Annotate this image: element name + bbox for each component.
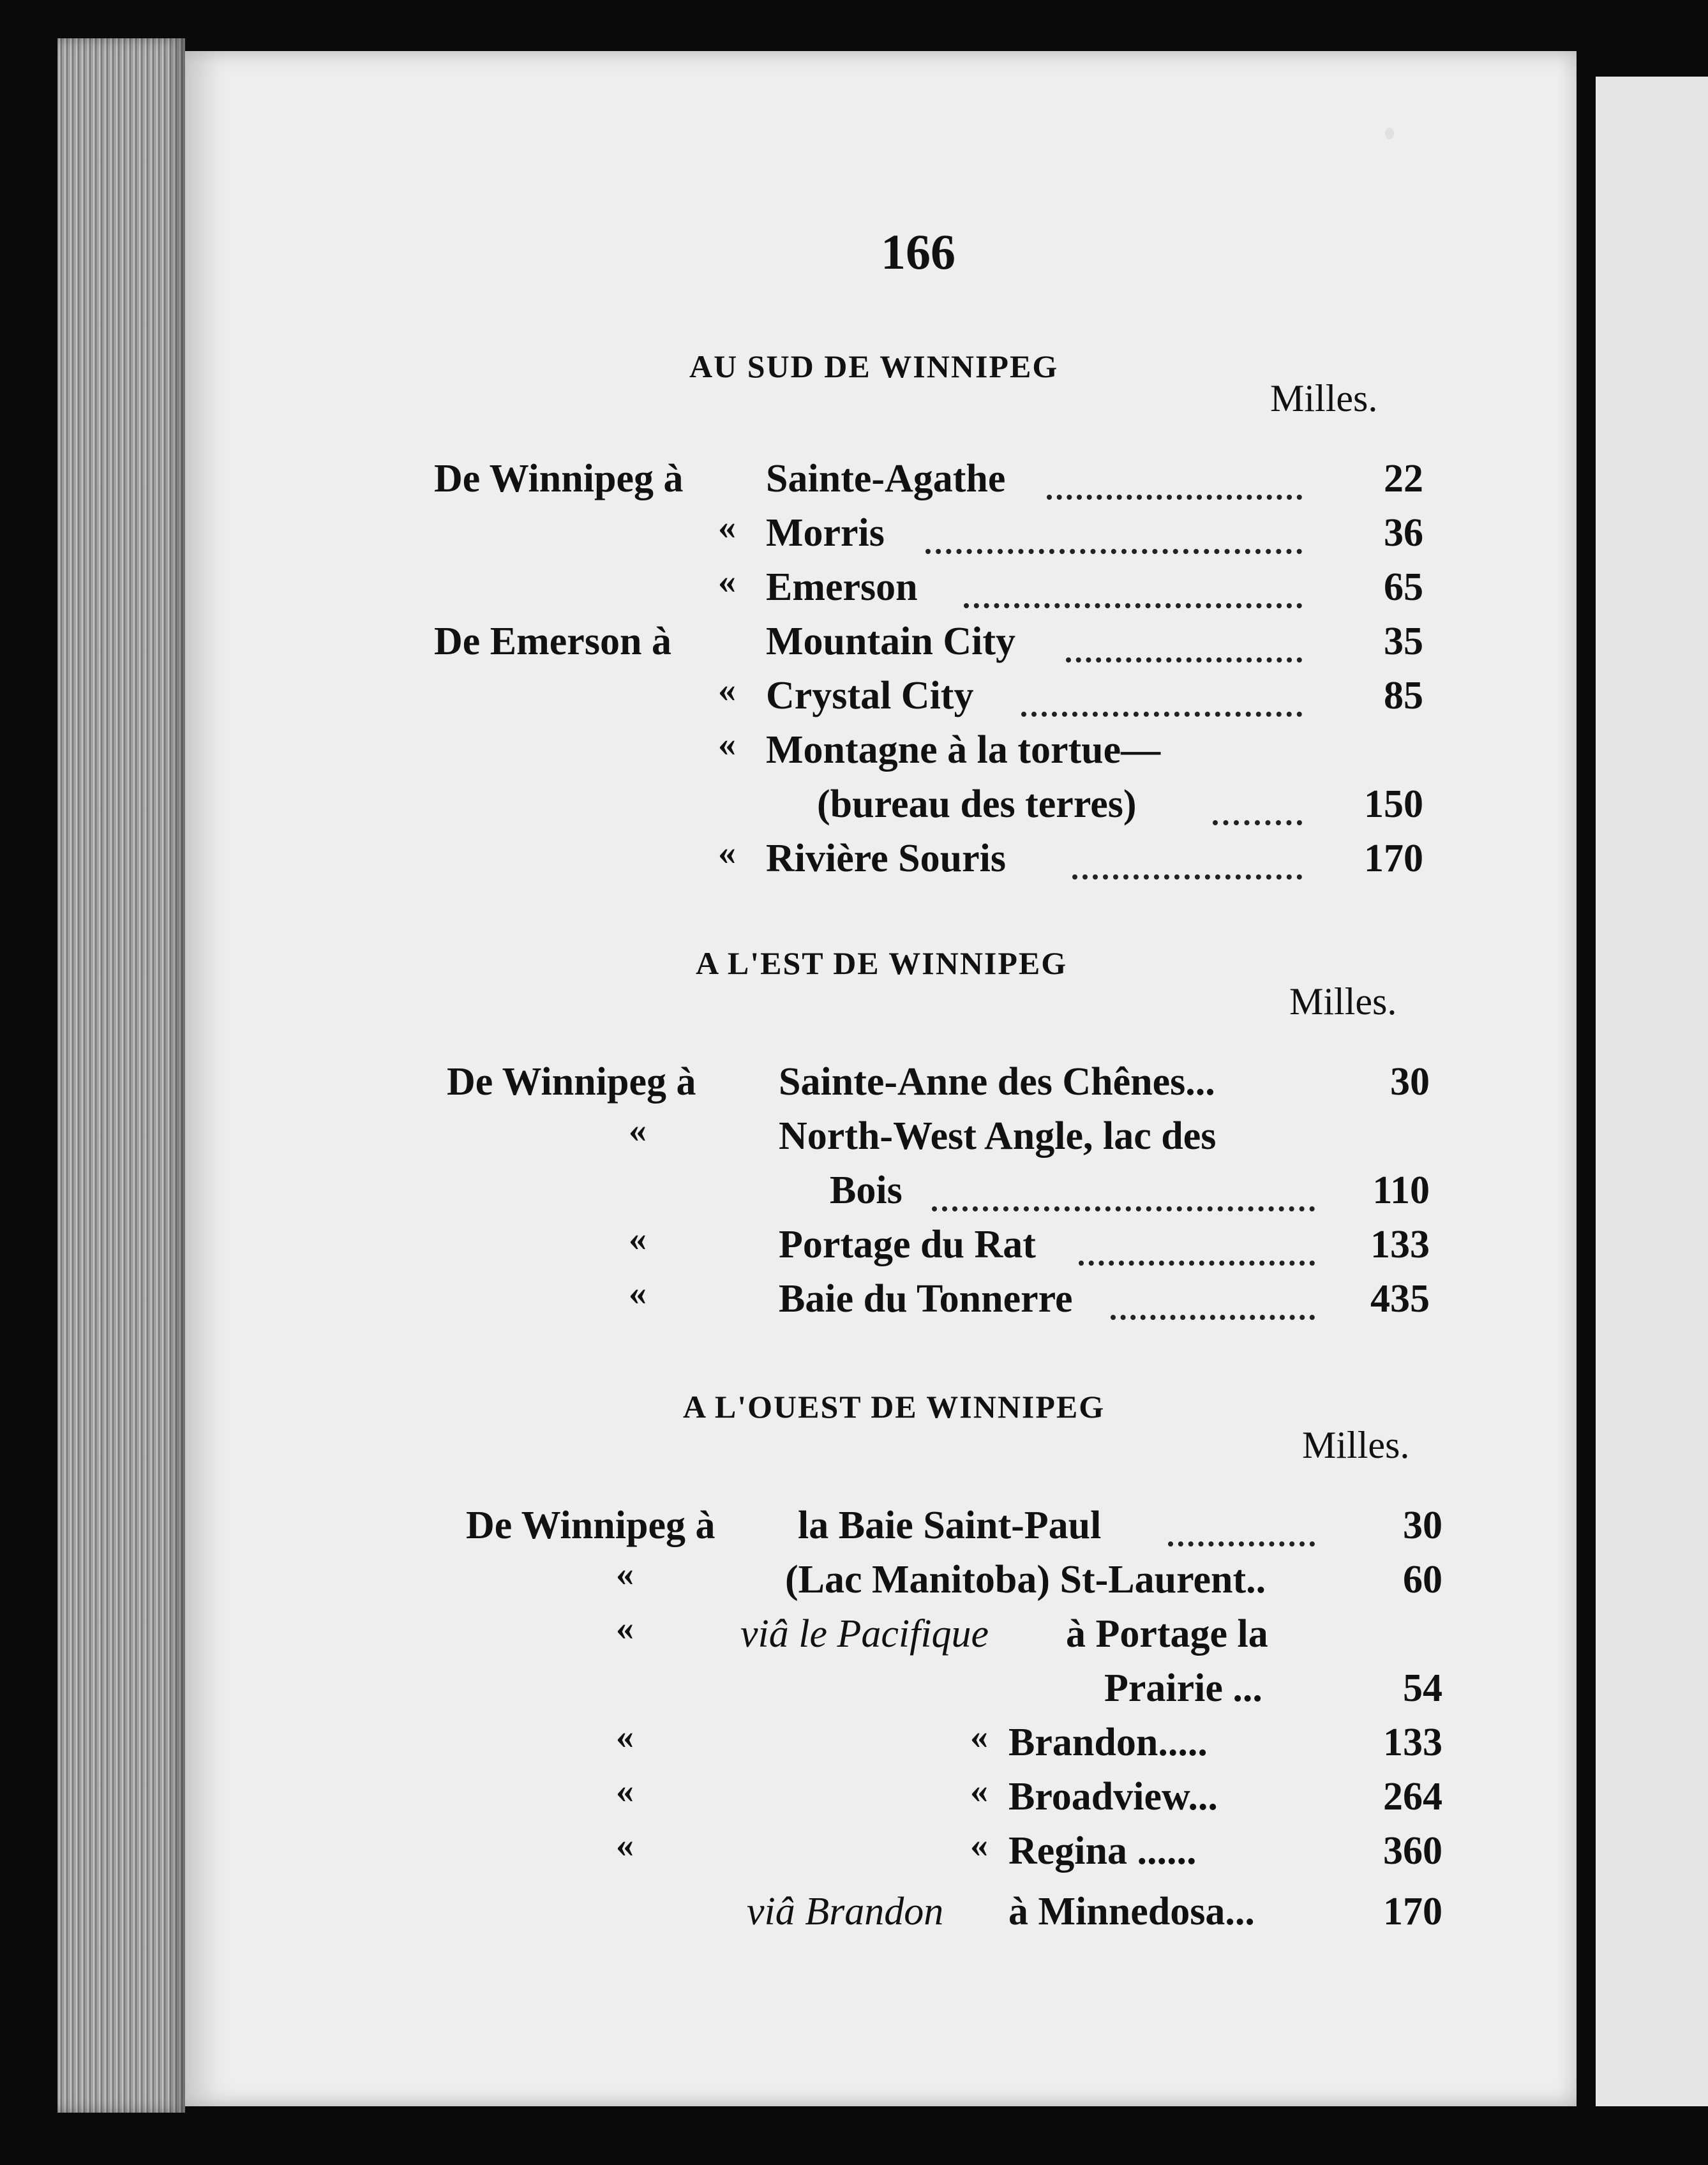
row-origin: De Emerson à [434,620,671,663]
row-distance: 360 [1383,1829,1442,1873]
row-distance: 85 [1384,674,1423,717]
distance-row [434,562,1583,616]
row-distance: 22 [1384,457,1423,500]
ditto-mark: « [616,1608,634,1648]
dot-leader [932,1201,1315,1211]
row-via [747,1889,943,1935]
row-distance: 435 [1370,1277,1430,1321]
row-distance: 65 [1384,566,1423,609]
row-destination: Rivière Souris [766,837,1006,880]
ditto-mark: « [718,833,736,873]
row-distance: 170 [1364,837,1423,880]
row-destination: Regina ...... [1008,1829,1197,1873]
row-distance: 35 [1384,620,1423,663]
row-destination: North-West Angle, lac des [779,1114,1217,1158]
distance-row [447,1219,1596,1273]
section-unit-label: Milles. [1302,1424,1410,1466]
row-origin: De Winnipeg à [434,457,684,500]
distance-row [466,1666,1615,1717]
dot-leader [1047,490,1302,500]
row-destination: Prairie ... [1104,1667,1262,1710]
ditto-mark: « [616,1554,634,1594]
row-destination: Bois [830,1169,903,1212]
ditto-mark: « [718,507,736,547]
row-distance: 133 [1370,1223,1430,1266]
distance-row [434,619,1583,670]
row-destination: à Portage la [1066,1612,1268,1656]
row-origin: De Winnipeg à [447,1060,696,1104]
distance-row [447,1168,1596,1219]
page-number: 166 [881,224,955,280]
row-distance: 150 [1364,783,1423,826]
distance-row [466,1889,1615,1940]
dot-leader [1213,815,1302,825]
row-destination: (Lac Manitoba) St-Laurent.. [785,1558,1266,1601]
row-destination: Sainte-Anne des Chênes... [779,1060,1215,1104]
distance-row [447,1060,1596,1111]
ditto-mark: « [616,1717,634,1757]
row-distance: 36 [1384,511,1423,555]
row-origin: De Winnipeg à [466,1504,715,1547]
section-unit-label: Milles. [1270,377,1378,419]
row-via-text: viâ le Pacifique [740,1612,989,1656]
distance-row [447,1273,1596,1328]
distance-row [434,782,1583,833]
row-destination: Brandon..... [1008,1721,1208,1764]
row-destination: (bureau des terres) [817,783,1137,826]
row-via [740,1612,989,1657]
section-heading-west: A L'OUEST DE WINNIPEG [683,1389,1105,1425]
row-destination: à Minnedosa... [1008,1890,1255,1933]
book-page [185,51,1577,2106]
ditto-mark: « [616,1771,634,1811]
row-destination: Morris [766,511,885,555]
dot-leader [1168,1536,1315,1547]
distance-row [434,670,1583,724]
dot-leader [964,598,1302,608]
distance-row [466,1554,1615,1608]
ditto-mark: « [629,1273,647,1313]
row-distance: 30 [1403,1504,1442,1547]
ditto-mark: « [629,1111,647,1150]
dot-leader [1079,1255,1315,1266]
distance-row [434,724,1583,779]
dot-leader [1021,707,1302,717]
row-distance: 60 [1403,1558,1442,1601]
row-distance: 54 [1403,1667,1442,1710]
section-unit-label: Milles. [1289,980,1397,1023]
dot-leader [1111,1310,1315,1320]
row-distance: 264 [1383,1775,1442,1818]
dot-leader [1066,652,1302,663]
ditto-mark: « [718,724,736,764]
distance-row [466,1825,1615,1880]
row-destination: Sainte-Agathe [766,457,1006,500]
distance-row [466,1503,1615,1554]
ditto-mark: « [629,1219,647,1259]
book-page-edges [57,38,185,2113]
distance-row [466,1608,1615,1663]
distance-row [447,1111,1596,1165]
row-distance: 30 [1390,1060,1430,1104]
dot-leader [925,544,1302,554]
row-distance: 110 [1372,1169,1430,1212]
distance-row [434,507,1583,562]
row-via-text: viâ Brandon [747,1890,944,1933]
ditto-mark: « [718,562,736,601]
ditto-mark: « [970,1825,988,1865]
row-distance: 133 [1383,1721,1442,1764]
row-destination: la Baie Saint-Paul [798,1504,1102,1547]
ditto-mark: « [616,1825,634,1865]
dot-leader [1072,869,1302,880]
distance-row [466,1771,1615,1825]
section-heading-east: A L'EST DE WINNIPEG [696,945,1068,981]
distance-row [434,456,1583,507]
row-distance: 170 [1383,1890,1442,1933]
row-destination: Crystal City [766,674,974,717]
row-destination: Emerson [766,566,918,609]
distance-row [434,833,1583,887]
distance-row [466,1717,1615,1771]
ditto-mark: « [718,670,736,710]
row-destination: Broadview... [1008,1775,1218,1818]
ditto-mark: « [970,1771,988,1811]
ditto-mark: « [970,1717,988,1757]
row-destination: Mountain City [766,620,1015,663]
row-destination: Baie du Tonnerre [779,1277,1073,1321]
row-destination: Portage du Rat [779,1223,1036,1266]
section-heading-south: AU SUD DE WINNIPEG [689,348,1059,384]
row-destination: Montagne à la tortue— [766,728,1161,772]
ink-speck [1385,128,1394,139]
